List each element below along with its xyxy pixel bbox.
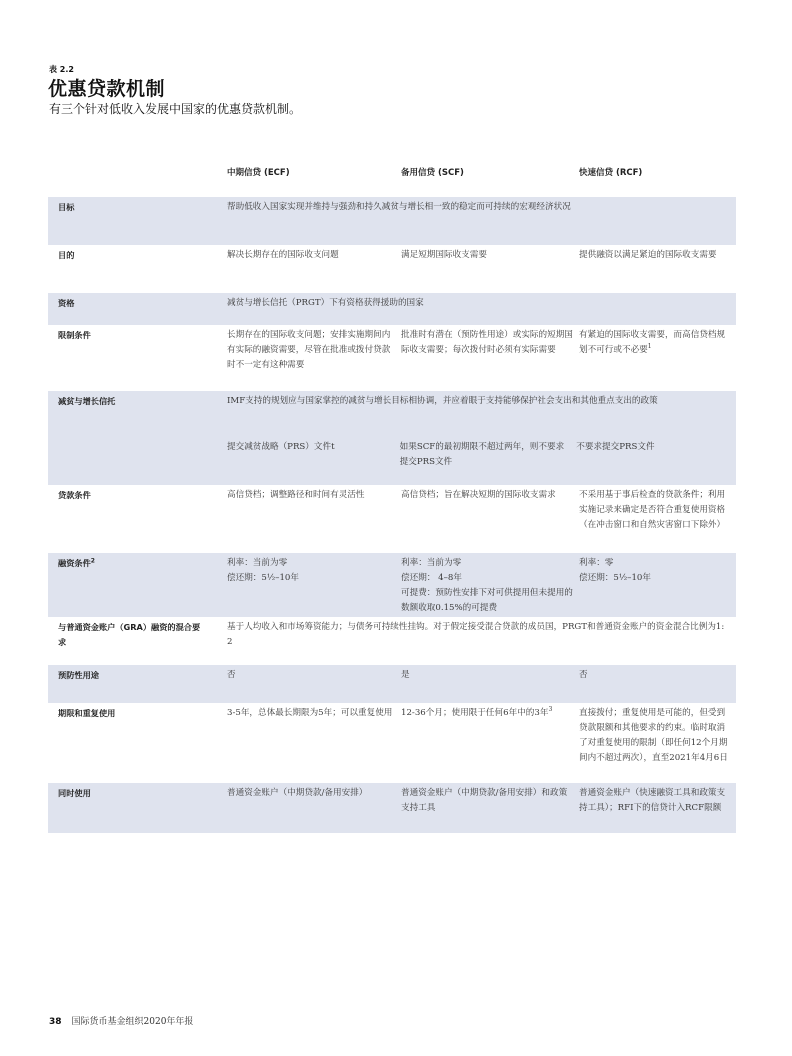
table-row <box>48 783 736 833</box>
financing-ecf-term: 偿还期：5½–10年 <box>227 573 299 583</box>
conditionality-rcf: 不采用基于事后检查的贷款条件；利用实施记录来确定是否符合重复使用资格（在冲击窗口和自然灾害窗口下除外） <box>579 485 736 553</box>
qualification-rcf: 有紧迫的国际收支需要，而高信贷档规划不可行或不必要$^1$ <box>579 325 736 391</box>
table-row <box>48 485 736 553</box>
footnote-marker: 1 <box>647 343 652 351</box>
conditionality-scf: 高信贷档；旨在解决短期的国际收支需求 <box>401 485 579 553</box>
page-subtitle: 有三个针对低收入发展中国家的优惠贷款机制。 <box>49 102 302 116</box>
footnote-marker: 3 <box>548 706 553 714</box>
qualification-ecf: 长期存在的国际收支问题；安排实施期间内有实际的融资需要，尽管在批准或拨付贷款时不一定有这种需要 <box>227 325 401 391</box>
purpose-scf: 满足短期国际收支需要 <box>401 245 579 293</box>
column-header-rcf: 快速信贷 (RCF) <box>579 168 643 178</box>
poverty-ecf: 提交减贫战略（PRS）文件t <box>227 442 335 452</box>
row-label-eligibility: 资格 <box>48 293 227 325</box>
financing-scf-term: 偿还期： 4–8年 <box>401 573 462 583</box>
row-label-poverty: 减贫与增长信托 <box>48 391 227 485</box>
row-label-qualification: 限制条件 <box>48 325 227 391</box>
row-label-financing: 融资条件$^2$ <box>48 553 227 617</box>
table-row <box>48 553 736 617</box>
financing-rcf-rate: 利率：零 <box>579 558 614 568</box>
duration-ecf: 3-5年，总体最长期限为5年；可以重复使用 <box>227 703 401 783</box>
blending-value: 基于人均收入和市场筹资能力；与债务可持续性挂钩。对于假定接受混合贷款的成员国，PRGT和普通资金账户的资金混合比例为1: 2 <box>227 617 736 665</box>
financing-rcf-term: 偿还期：5½–10年 <box>579 573 651 583</box>
table-row <box>48 617 736 665</box>
purpose-rcf: 提供融资以满足紧迫的国际收支需要 <box>579 245 736 293</box>
row-label-precautionary: 预防性用途 <box>48 665 227 703</box>
qualification-scf: 批准时有潜在（预防性用途）或实际的短期国际收支需要；每次拨付时必须有实际需要 <box>401 325 579 391</box>
table-row <box>48 391 736 485</box>
financing-rcf <box>579 553 736 617</box>
eligibility-value: 减贫与增长信托（PRGT）下有资格获得援助的国家 <box>227 293 736 325</box>
row-label-objective: 目标 <box>48 197 227 245</box>
poverty-span-text: IMF支持的规划应与国家掌控的减贫与增长目标相协调，并应着眼于支持能够保护社会支出和其他重点支出的政策 <box>227 396 658 406</box>
table-row <box>48 703 736 783</box>
poverty-rcf: 不要求提交PRS文件 <box>576 442 655 452</box>
precautionary-rcf: 否 <box>579 665 736 703</box>
conditionality-ecf: 高信贷档；调整路径和时间有灵活性 <box>227 485 401 553</box>
row-label-concurrent: 同时使用 <box>48 783 227 833</box>
footnote-marker: 2 <box>90 557 95 565</box>
duration-rcf: 直接拨付；重复使用是可能的，但受到贷款限额和其他要求的约束。临时取消了对重复使用的限制（即任何12个月期间内不超过两次），直至2021年4月6日 <box>579 703 736 783</box>
table-row <box>48 197 736 245</box>
page-footer <box>49 1014 193 1027</box>
row-label-duration: 期限和重复使用 <box>48 703 227 783</box>
financing-scf-rate: 利率：当前为零 <box>401 558 462 568</box>
table-row <box>48 325 736 391</box>
concurrent-ecf: 普通资金账户（中期贷款/备用安排） <box>227 783 401 833</box>
facilities-table <box>48 197 736 833</box>
poverty-cell <box>227 391 736 485</box>
financing-ecf-rate: 利率：当前为零 <box>227 558 288 568</box>
objective-value: 帮助低收入国家实现并维持与强劲和持久减贫与增长相一致的稳定而可持续的宏观经济状况 <box>227 197 736 245</box>
publication-name: 国际货币基金组织2020年年报 <box>71 1017 194 1027</box>
column-header-scf: 备用信贷 (SCF) <box>401 168 464 178</box>
precautionary-scf: 是 <box>401 665 579 703</box>
page-number: 38 <box>49 1017 62 1027</box>
duration-scf: 12-36个月；使用限于任何6年中的3年$^3$ <box>401 703 579 783</box>
table-row <box>48 245 736 293</box>
row-label-purpose: 目的 <box>48 245 227 293</box>
financing-ecf <box>227 553 401 617</box>
purpose-ecf: 解决长期存在的国际收支问题 <box>227 245 401 293</box>
financing-scf-fee: 可提费：预防性安排下对可供提用但未提用的数额收取0.15%的可提费 <box>401 588 573 613</box>
table-row <box>48 665 736 703</box>
financing-scf <box>401 553 579 617</box>
precautionary-ecf: 否 <box>227 665 401 703</box>
row-label-conditionality: 贷款条件 <box>48 485 227 553</box>
row-label-blending: 与普通资金账户（GRA）融资的混合要求 <box>48 617 227 665</box>
table-label: 表 2.2 <box>49 65 74 74</box>
column-header-ecf: 中期信贷 (ECF) <box>227 168 290 178</box>
concurrent-scf: 普通资金账户（中期贷款/备用安排）和政策支持工具 <box>401 783 579 833</box>
page-title: 优惠贷款机制 <box>48 78 166 100</box>
concurrent-rcf: 普通资金账户（快速融资工具和政策支持工具）；RFI下的信贷计入RCF限额 <box>579 783 736 833</box>
poverty-scf: 如果SCF的最初期限不超过两年，则不要求提交PRS文件 <box>399 442 565 467</box>
table-row <box>48 293 736 325</box>
